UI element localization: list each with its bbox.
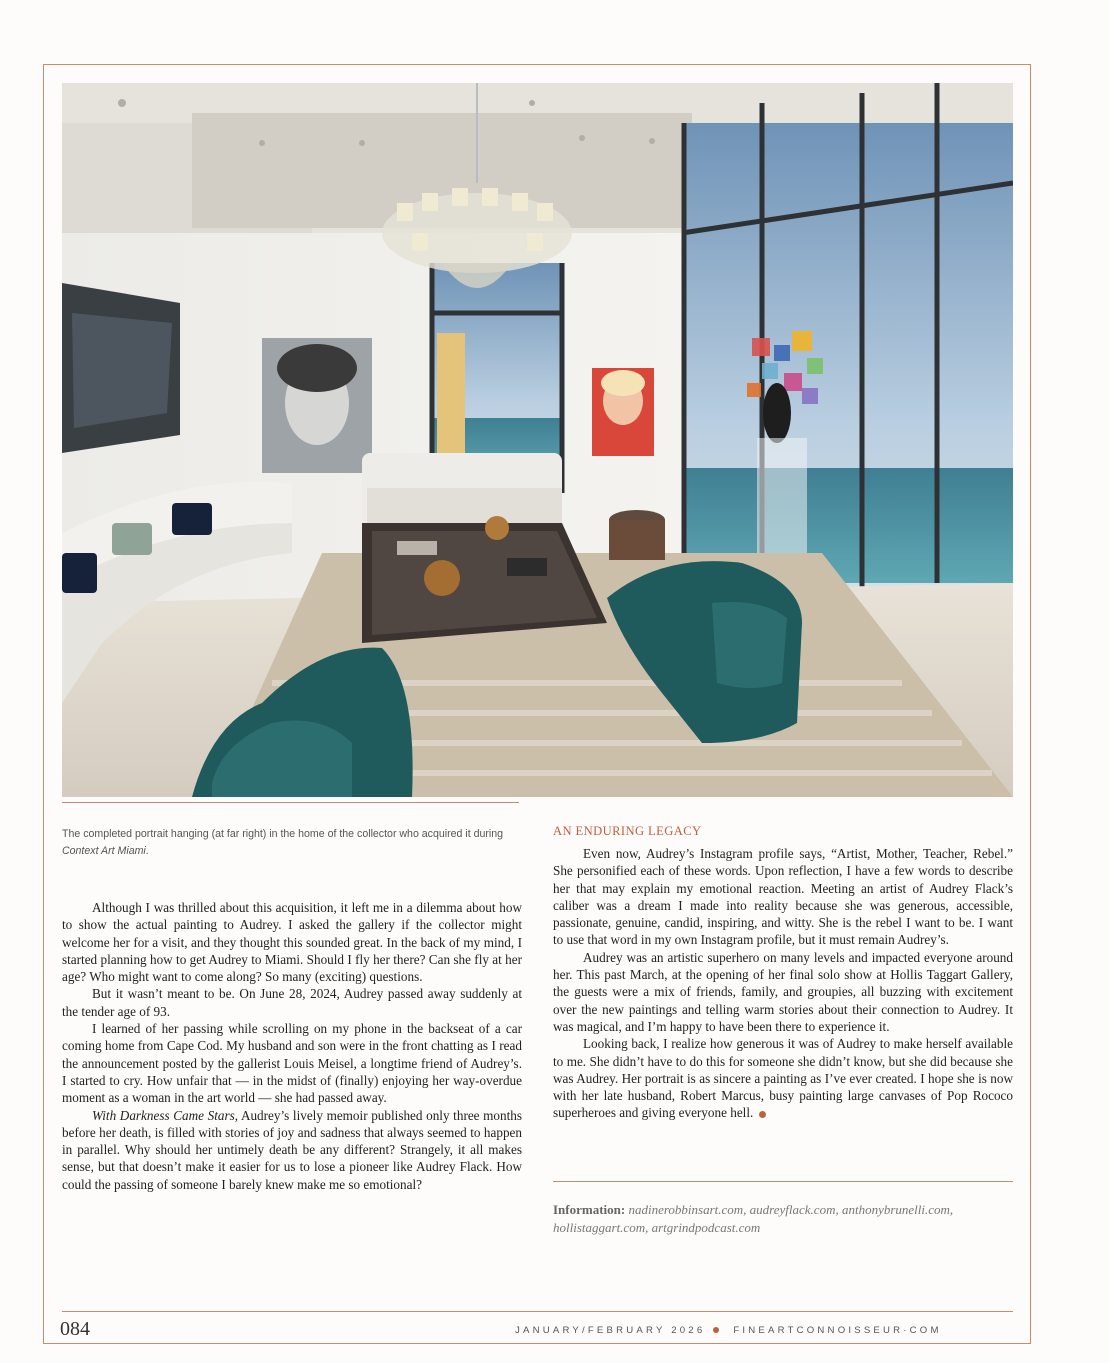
caption-italic: Context Art Miami — [62, 845, 146, 857]
right-column — [553, 845, 1013, 1122]
caption-rule — [62, 802, 519, 803]
issue-date: JANUARY/FEBRUARY 2026 — [515, 1325, 706, 1336]
information-block — [553, 1201, 1013, 1237]
site-name: FINEARTCONNOISSEUR·COM — [733, 1325, 942, 1336]
footer-dot-icon — [713, 1327, 719, 1333]
page-number: 084 — [60, 1318, 90, 1340]
end-mark-icon — [759, 1111, 766, 1118]
footer-line — [515, 1325, 942, 1336]
photo-caption: The completed portrait hanging (at far right) in the home of the collector who acquired it during Context Art Miami. — [62, 828, 504, 857]
paragraph: Although I was thrilled about this acquisition, it left me in a dilemma about how to show the actual painting to Audrey. I asked the gallery if the collector might welcome her for a visit, and they thought this sounded great. In the back of my mind, I started planning how to get Audrey to Miami. Should I fly her there? Can she fly at her age? Who might want to come along? So many (exciting) questions. — [62, 900, 522, 985]
paragraph: Even now, Audrey’s Instagram profile says, “Artist, Mother, Teacher, Rebel.” She personified each of these words. Upon reflection, I have a few words to describe her that may explain my emotional reaction. Meeting an artist of Audrey Flack’s caliber was a dream I made into reality because she was generous, accessible, passionate, genuine, candid, inspiring, and witty. She is the rebel I want to be. I want to use that word in my own Instagram profile, but it must remain Audrey’s. — [553, 846, 1013, 948]
living-room-photo — [62, 83, 1013, 797]
paragraph: Audrey was an artistic superhero on many levels and impacted everyone around her. This past March, at the opening of her final solo show at Hollis Taggart Gallery, the guests were a mix of friends, family, and groupies, all buzzing with excitement over the new paintings and telling warm stories about their connection to Audrey. It was magical, and I’m happy to have been there to experience it. — [553, 949, 1013, 1034]
paragraph: But it wasn’t meant to be. On June 28, 2024, Audrey passed away suddenly at the tender age of 93. — [62, 986, 522, 1019]
footer-rule — [62, 1311, 1013, 1312]
information-links: nadinerobbinsart.com, audreyflack.com, anthonybrunelli.com, hollistaggart.com, artgrindpodcast.com — [553, 1202, 954, 1235]
paragraph: Looking back, I realize how generous it was of Audrey to make herself available to me. She didn’t have to do this for someone she didn’t know, but she did because she was Audrey. Her portrait is as sincere a painting as I’ve ever created. I hope she is now with her late husband, Robert Marcus, busy painting large canvases of Pop Rococo superheroes and giving everyone hell. — [553, 1036, 1013, 1121]
information-label: Information: — [553, 1202, 626, 1217]
section-heading: AN ENDURING LEGACY — [553, 824, 702, 838]
info-rule — [553, 1181, 1013, 1182]
left-column — [62, 899, 522, 1193]
paragraph: I learned of her passing while scrolling on my phone in the backseat of a car coming home from Cape Cod. My husband and son were in the front chatting as I read the announcement posted by the gallerist Louis Meisel, a longtime friend of Audrey’s. I started to cry. How unfair that — in the midst of (finally) enjoying her way-overdue moment as a woman in the art world — she had passed away. — [62, 1021, 522, 1106]
paragraph: With Darkness Came Stars, Audrey’s lively memoir published only three months before her death, is filled with stories of joy and sadness that always seemed to happen in parallel. Why should her untimely death be any different? Strangely, it all makes sense, but that doesn’t make it easier for us to lose a pioneer like Audrey Flack. How could the passing of someone I barely knew make me so emotional? — [62, 1107, 522, 1192]
